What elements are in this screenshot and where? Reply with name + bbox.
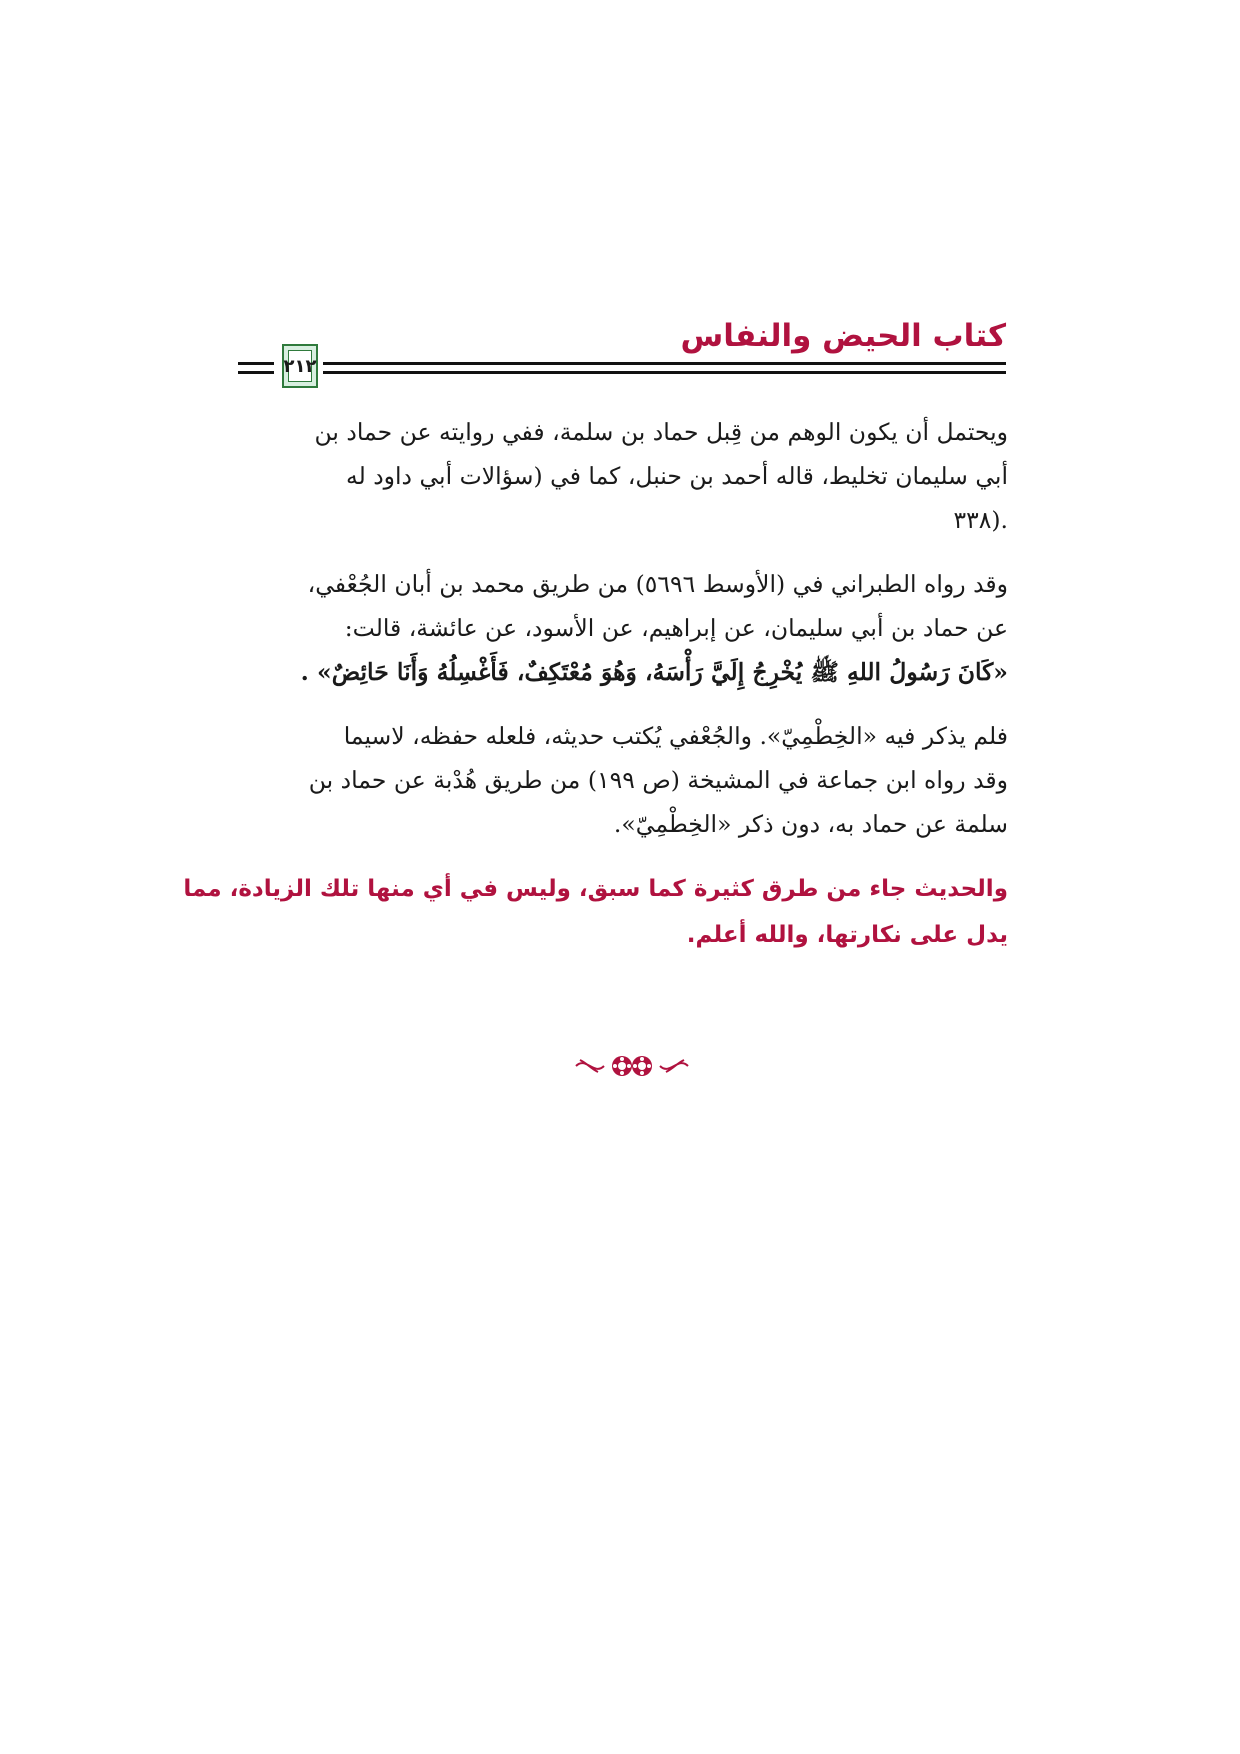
page-number-badge [282,344,318,388]
text-line: وقد رواه ابن جماعة في المشيخة (ص ١٩٩) من طريق هُدْبة عن حماد بن [308,766,1008,794]
header-rule-bottom [323,371,1006,374]
conclusion-paragraph [183,866,1008,958]
page-body [183,410,1008,958]
text-line: فلم يذكر فيه «الخِطْمِيّ». والجُعْفي يُكتب حديثه، فلعله حفظه، لاسيما [343,722,1008,750]
text-line: والحديث جاء من طرق كثيرة كما سبق، وليس في أي منها تلك الزيادة، مما [183,876,1008,902]
text-line: ويحتمل أن يكون الوهم من قِبل حماد بن سلمة، ففي روايته عن حماد بن [314,418,1008,446]
header-rule-top [323,362,1006,365]
hadith-quote: «كَانَ رَسُولُ اللهِ ﷺ يُخْرِجُ إِلَيَّ رَأْسَهُ، وَهُوَ مُعْتَكِفٌ، فَأَغْسِلُهُ وَأَنَا حَائِضٌ» . [300,658,1008,686]
floral-divider-icon [572,1052,692,1080]
header-rule-left-top [238,362,274,365]
text-line: عن حماد بن أبي سليمان، عن إبراهيم، عن الأسود، عن عائشة، قالت: [344,614,1008,642]
paragraph-2 [238,562,1008,694]
text-line: وقد رواه الطبراني في (الأوسط ٥٦٩٦) من طريق محمد بن أبان الجُعْفي، [307,570,1008,598]
text-line: أبي سليمان تخليط، قاله أحمد بن حنبل، كما في (سؤالات أبي داود له [345,462,1008,490]
text-line: .(٣٣٨ [953,506,1008,534]
book-title: كتاب الحيض والنفاس [680,318,1006,354]
page-number: ٢١٢ [288,350,312,382]
paragraph-3 [238,714,1008,846]
paragraph-1 [238,410,1008,542]
header-rule-left-bottom [238,371,274,374]
text-line: سلمة عن حماد به، دون ذكر «الخِطْمِيّ». [613,810,1008,838]
page-header [238,318,1006,388]
text-line: يدل على نكارتها، والله أعلم. [686,922,1008,948]
